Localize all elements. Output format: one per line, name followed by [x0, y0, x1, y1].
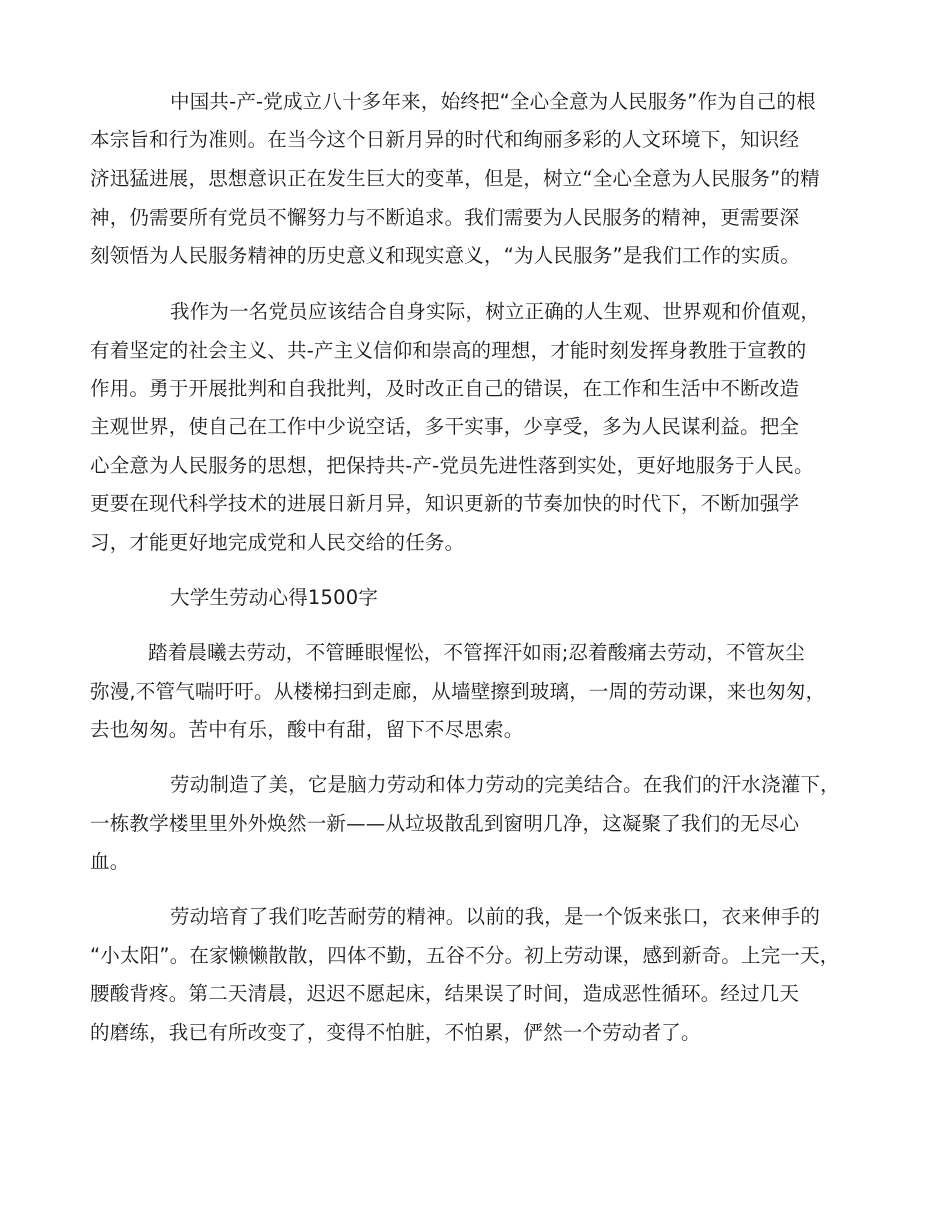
paragraph-5-line-1: 劳动培育了我们吃苦耐劳的精神。以前的我，是一个饭来张口，衣来伸手的: [170, 905, 821, 928]
paragraph-2-line-2: 有着坚定的社会主义、共-产主义信仰和崇高的理想，才能时刻发挥身教胜于宣教的: [90, 339, 807, 362]
section-title: 大学生劳动心得1500字: [170, 586, 379, 609]
paragraph-5-line-4: 的磨练，我已有所改变了，变得不怕脏，不怕累，俨然一个劳动者了。: [90, 1021, 701, 1044]
paragraph-4-line-3: 血。: [90, 850, 130, 873]
paragraph-2-line-3: 作用。勇于开展批判和自我批判，及时改正自己的错误，在工作和生活中不断改造: [90, 377, 800, 400]
paragraph-2-line-5: 心全意为人民服务的思想，把保持共-产-党员先进性落到实处，更好地服务于人民。: [90, 454, 814, 477]
paragraph-3-line-2: 弥漫,不管气喘吁吁。从楼梯扫到走廊，从墙壁擦到玻璃，一周的劳动课，来也匆匆，: [90, 680, 826, 703]
paragraph-3-line-1: 踏着晨曦去劳动，不管睡眼惺忪，不管挥汗如雨;忍着酸痛去劳动，不管灰尘: [148, 641, 805, 664]
paragraph-4-line-2: 一栋教学楼里里外外焕然一新——从垃圾散乱到窗明几净，这凝聚了我们的无尽心: [90, 812, 800, 835]
paragraph-2-line-7: 习，才能更好地完成党和人民交给的任务。: [90, 531, 465, 554]
paragraph-4-line-1: 劳动制造了美，它是脑力劳动和体力劳动的完美结合。在我们的汗水浇灌下，: [170, 773, 840, 796]
paragraph-1-line-1: 中国共-产-党成立八十多年来，始终把“全心全意为人民服务”作为自己的根: [170, 90, 816, 113]
paragraph-1-line-3: 济迅猛进展，思想意识正在发生巨大的变革，但是，树立“全心全意为人民服务”的精: [90, 167, 820, 190]
paragraph-3-line-3: 去也匆匆。苦中有乐，酸中有甜，留下不尽思索。: [90, 718, 524, 741]
paragraph-2-line-6: 更要在现代科学技术的进展日新月异，知识更新的节奏加快的时代下，不断加强学: [90, 492, 800, 515]
paragraph-5-line-2: “小太阳”。在家懒懒散散，四体不勤，五谷不分。初上劳动课，感到新奇。上完一天，: [90, 944, 840, 967]
paragraph-1-line-5: 刻领悟为人民服务精神的历史意义和现实意义，“为人民服务”是我们工作的实质。: [90, 244, 801, 267]
paragraph-2-line-4: 主观世界，使自己在工作中少说空话，多干实事，少享受，多为人民谋利益。把全: [90, 415, 800, 438]
paragraph-2-line-1: 我作为一名党员应该结合自身实际，树立正确的人生观、世界观和价值观，: [170, 300, 821, 323]
paragraph-1-line-4: 神，仍需要所有党员不懈努力与不断追求。我们需要为人民服务的精神，更需要深: [90, 206, 800, 229]
paragraph-5-line-3: 腰酸背疼。第二天清晨，迟迟不愿起床，结果误了时间，造成恶性循环。经过几天: [90, 982, 800, 1005]
paragraph-1-line-2: 本宗旨和行为准则。在当今这个日新月异的时代和绚丽多彩的人文环境下，知识经: [90, 128, 800, 151]
